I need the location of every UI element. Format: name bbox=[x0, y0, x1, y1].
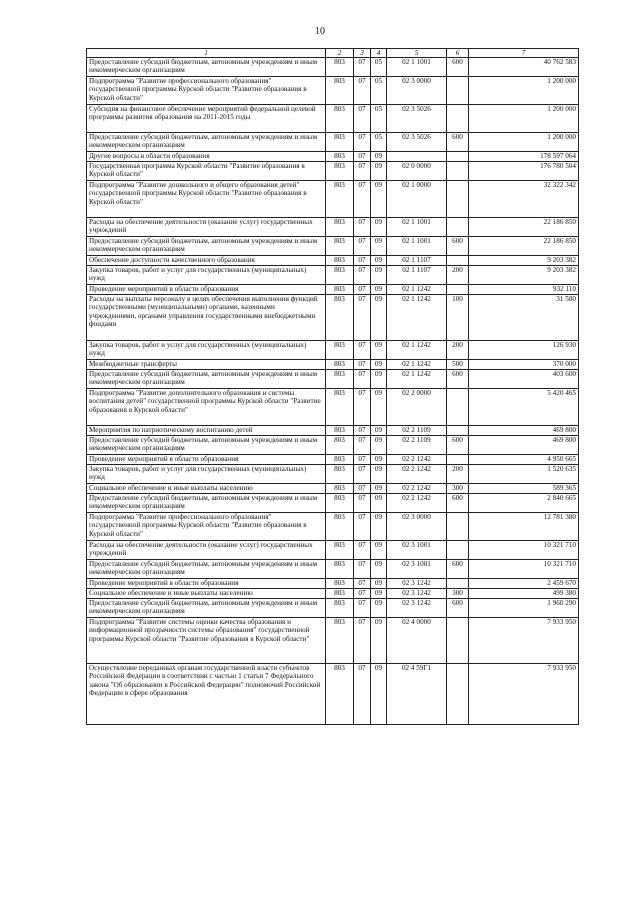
target-article-cell: 02 2 1109 bbox=[387, 426, 447, 436]
row-name-cell: Предоставление субсидий бюджетным, автономным учреждениям и иным некоммерческим организациям bbox=[87, 133, 326, 152]
table-row bbox=[87, 341, 579, 360]
amount-cell: 1 960 290 bbox=[469, 599, 579, 618]
subsection-code-cell: 09 bbox=[371, 618, 387, 664]
row-name-cell: Предоставление субсидий бюджетным, автономным учреждениям и иным некоммерческим организациям bbox=[87, 436, 326, 455]
amount-cell: 469 800 bbox=[469, 426, 579, 436]
admin-code-cell: 803 bbox=[326, 237, 354, 256]
column-header: 5 bbox=[387, 49, 447, 58]
row-name-cell: Социальное обеспечение и иные выплаты населению bbox=[87, 484, 326, 494]
target-article-cell: 02 1 1107 bbox=[387, 266, 447, 285]
subsection-code-cell: 09 bbox=[371, 541, 387, 560]
subsection-code-cell: 09 bbox=[371, 599, 387, 618]
expense-type-cell bbox=[447, 513, 469, 541]
table-row bbox=[87, 133, 579, 152]
subsection-code-cell: 09 bbox=[371, 266, 387, 285]
subsection-code-cell: 09 bbox=[371, 341, 387, 360]
expense-type-cell: 600 bbox=[447, 560, 469, 579]
section-code-cell: 07 bbox=[354, 285, 371, 295]
admin-code-cell: 803 bbox=[326, 579, 354, 589]
amount-cell: 1 200 000 bbox=[469, 77, 579, 105]
row-name-cell: Подпрограмма "Развитие профессионального образования" государственной программы Курской области "Развитие образования в Курской области" bbox=[87, 77, 326, 105]
target-article-cell: 02 1 1107 bbox=[387, 256, 447, 266]
target-article-cell: 02 1 1242 bbox=[387, 360, 447, 370]
subsection-code-cell: 09 bbox=[371, 370, 387, 389]
amount-cell: 932 110 bbox=[469, 285, 579, 295]
expense-type-cell bbox=[447, 256, 469, 266]
admin-code-cell: 803 bbox=[326, 484, 354, 494]
subsection-code-cell: 05 bbox=[371, 77, 387, 105]
admin-code-cell: 803 bbox=[326, 589, 354, 599]
subsection-code-cell: 09 bbox=[371, 181, 387, 218]
section-code-cell: 07 bbox=[354, 541, 371, 560]
column-header: 7 bbox=[469, 49, 579, 58]
amount-cell: 22 186 850 bbox=[469, 218, 579, 237]
page-number: 10 bbox=[315, 26, 325, 37]
expense-type-cell: 600 bbox=[447, 133, 469, 152]
amount-cell: 9 203 382 bbox=[469, 266, 579, 285]
expense-type-cell bbox=[447, 162, 469, 181]
table-row bbox=[87, 360, 579, 370]
expense-type-cell: 300 bbox=[447, 589, 469, 599]
subsection-code-cell: 09 bbox=[371, 389, 387, 426]
subsection-code-cell: 09 bbox=[371, 465, 387, 484]
section-code-cell: 07 bbox=[354, 58, 371, 77]
target-article-cell: 02 3 1001 bbox=[387, 541, 447, 560]
target-article-cell: 02 0 0000 bbox=[387, 162, 447, 181]
row-name-cell: Предоставление субсидий бюджетным, автономным учреждениям и иным некоммерческим организациям bbox=[87, 599, 326, 618]
table-row bbox=[87, 77, 579, 105]
amount-cell: 32 322 342 bbox=[469, 181, 579, 218]
subsection-code-cell: 09 bbox=[371, 455, 387, 465]
expense-type-cell: 600 bbox=[447, 494, 469, 513]
table-row bbox=[87, 599, 579, 618]
amount-cell: 5 420 465 bbox=[469, 389, 579, 426]
amount-cell: 469 800 bbox=[469, 436, 579, 455]
amount-cell: 31 580 bbox=[469, 295, 579, 341]
row-name-cell: Государственная программа Курской области "Развитие образования в Курской области" bbox=[87, 162, 326, 181]
amount-cell: 589 365 bbox=[469, 484, 579, 494]
target-article-cell: 02 1 1001 bbox=[387, 58, 447, 77]
subsection-code-cell: 09 bbox=[371, 256, 387, 266]
expense-type-cell bbox=[447, 218, 469, 237]
target-article-cell: 02 1 1242 bbox=[387, 370, 447, 389]
subsection-code-cell: 09 bbox=[371, 360, 387, 370]
target-article-cell: 02 4 59Г1 bbox=[387, 664, 447, 725]
target-article-cell: 02 3 1001 bbox=[387, 560, 447, 579]
amount-cell: 4 950 665 bbox=[469, 455, 579, 465]
table-row bbox=[87, 295, 579, 341]
table-row bbox=[87, 237, 579, 256]
subsection-code-cell: 09 bbox=[371, 589, 387, 599]
admin-code-cell: 803 bbox=[326, 295, 354, 341]
expense-type-cell bbox=[447, 105, 469, 133]
admin-code-cell: 803 bbox=[326, 341, 354, 360]
section-code-cell: 07 bbox=[354, 436, 371, 455]
row-name-cell: Проведение мероприятий в области образования bbox=[87, 285, 326, 295]
table-row bbox=[87, 618, 579, 664]
section-code-cell: 07 bbox=[354, 295, 371, 341]
section-code-cell: 07 bbox=[354, 513, 371, 541]
section-code-cell: 07 bbox=[354, 560, 371, 579]
row-name-cell: Подпрограмма "Развитие дополнительного образования и системы воспитания детей" государственной программы Курской области "Развитие образования в Курской области" bbox=[87, 389, 326, 426]
section-code-cell: 07 bbox=[354, 618, 371, 664]
row-name-cell: Другие вопросы в области образования bbox=[87, 152, 326, 162]
target-article-cell: 02 1 1001 bbox=[387, 218, 447, 237]
table-row bbox=[87, 589, 579, 599]
admin-code-cell: 803 bbox=[326, 370, 354, 389]
target-article-cell: 02 2 1242 bbox=[387, 465, 447, 484]
table-row bbox=[87, 285, 579, 295]
row-name-cell: Закупка товаров, работ и услуг для государственных (муниципальных) нужд bbox=[87, 266, 326, 285]
column-header: 6 bbox=[447, 49, 469, 58]
amount-cell: 22 186 850 bbox=[469, 237, 579, 256]
column-header: 3 bbox=[354, 49, 371, 58]
row-name-cell: Субсидия на финансовое обеспечение мероприятий федеральной целевой программы развития образования на 2011-2015 годы bbox=[87, 105, 326, 133]
target-article-cell: 02 2 1242 bbox=[387, 455, 447, 465]
amount-cell: 370 000 bbox=[469, 360, 579, 370]
admin-code-cell: 803 bbox=[326, 560, 354, 579]
expense-type-cell: 600 bbox=[447, 436, 469, 455]
expense-type-cell: 500 bbox=[447, 360, 469, 370]
admin-code-cell: 803 bbox=[326, 436, 354, 455]
section-code-cell: 07 bbox=[354, 266, 371, 285]
subsection-code-cell: 09 bbox=[371, 560, 387, 579]
subsection-code-cell: 09 bbox=[371, 494, 387, 513]
section-code-cell: 07 bbox=[354, 599, 371, 618]
expense-type-cell bbox=[447, 77, 469, 105]
target-article-cell: 02 1 1242 bbox=[387, 341, 447, 360]
expense-type-cell bbox=[447, 389, 469, 426]
admin-code-cell: 803 bbox=[326, 455, 354, 465]
expense-type-cell: 600 bbox=[447, 58, 469, 77]
section-code-cell: 07 bbox=[354, 105, 371, 133]
expense-type-cell bbox=[447, 541, 469, 560]
admin-code-cell: 803 bbox=[326, 664, 354, 725]
row-name-cell: Осуществление переданных органам государственной власти субъектов Российской Федерации в соответствии с частью 1 статьи 7 Федерального закона "Об образовании в Российской Федерации" полномочий Российской Федерации в сфере образования bbox=[87, 664, 326, 725]
admin-code-cell: 803 bbox=[326, 266, 354, 285]
table-row bbox=[87, 152, 579, 162]
row-name-cell: Подпрограмма "Развитие системы оценки качества образования и информационной прозрачности системы образования" государственной программы Курской области "Развитие образования в Курской области" bbox=[87, 618, 326, 664]
subsection-code-cell: 05 bbox=[371, 133, 387, 152]
admin-code-cell: 803 bbox=[326, 162, 354, 181]
row-name-cell: Предоставление субсидий бюджетным, автономным учреждениям и иным некоммерческим организациям bbox=[87, 237, 326, 256]
row-name-cell: Закупка товаров, работ и услуг для государственных (муниципальных) нужд bbox=[87, 341, 326, 360]
amount-cell: 126 930 bbox=[469, 341, 579, 360]
row-name-cell: Подпрограмма "Развитие дошкольного и общего образования детей" государственной программы Курской области "Развитие образования в Курской области" bbox=[87, 181, 326, 218]
target-article-cell: 02 4 0000 bbox=[387, 618, 447, 664]
target-article-cell: 02 2 1242 bbox=[387, 494, 447, 513]
amount-cell: 1 200 000 bbox=[469, 133, 579, 152]
subsection-code-cell: 09 bbox=[371, 295, 387, 341]
admin-code-cell: 803 bbox=[326, 152, 354, 162]
admin-code-cell: 803 bbox=[326, 618, 354, 664]
amount-cell: 7 933 950 bbox=[469, 664, 579, 725]
row-name-cell: Расходы на обеспечение деятельности (оказание услуг) государственных учреждений bbox=[87, 541, 326, 560]
subsection-code-cell: 09 bbox=[371, 237, 387, 256]
row-name-cell: Расходы на выплаты персоналу в целях обеспечения выполнения функций государственными (муниципальными) органами, казенными учреждениями, органами управления государственными внебюджетными фондами bbox=[87, 295, 326, 341]
expense-type-cell: 600 bbox=[447, 237, 469, 256]
section-code-cell: 07 bbox=[354, 181, 371, 218]
admin-code-cell: 803 bbox=[326, 599, 354, 618]
section-code-cell: 07 bbox=[354, 426, 371, 436]
expense-type-cell: 200 bbox=[447, 341, 469, 360]
target-article-cell: 02 2 1109 bbox=[387, 436, 447, 455]
subsection-code-cell: 09 bbox=[371, 436, 387, 455]
admin-code-cell: 803 bbox=[326, 465, 354, 484]
subsection-code-cell: 09 bbox=[371, 152, 387, 162]
section-code-cell: 07 bbox=[354, 589, 371, 599]
expense-type-cell bbox=[447, 579, 469, 589]
row-name-cell: Подпрограмма "Развитие профессионального образования" государственной программы Курской области "Развитие образования в Курской области" bbox=[87, 513, 326, 541]
expense-type-cell bbox=[447, 618, 469, 664]
table-row bbox=[87, 181, 579, 218]
admin-code-cell: 803 bbox=[326, 389, 354, 426]
table-row bbox=[87, 513, 579, 541]
table-row bbox=[87, 484, 579, 494]
target-article-cell: 02 3 0000 bbox=[387, 513, 447, 541]
admin-code-cell: 803 bbox=[326, 256, 354, 266]
table-row bbox=[87, 664, 579, 725]
table-row bbox=[87, 494, 579, 513]
table-row bbox=[87, 579, 579, 589]
amount-cell: 12 781 380 bbox=[469, 513, 579, 541]
section-code-cell: 07 bbox=[354, 455, 371, 465]
admin-code-cell: 803 bbox=[326, 494, 354, 513]
admin-code-cell: 803 bbox=[326, 133, 354, 152]
row-name-cell: Предоставление субсидий бюджетным, автономным учреждениям и иным некоммерческим организациям bbox=[87, 58, 326, 77]
table-row bbox=[87, 266, 579, 285]
expense-type-cell bbox=[447, 285, 469, 295]
table-row bbox=[87, 426, 579, 436]
admin-code-cell: 803 bbox=[326, 58, 354, 77]
subsection-code-cell: 09 bbox=[371, 218, 387, 237]
expense-type-cell: 200 bbox=[447, 266, 469, 285]
admin-code-cell: 803 bbox=[326, 181, 354, 218]
table-row bbox=[87, 58, 579, 77]
target-article-cell: 02 3 1242 bbox=[387, 599, 447, 618]
column-header-row bbox=[87, 49, 579, 58]
section-code-cell: 07 bbox=[354, 218, 371, 237]
expense-type-cell bbox=[447, 152, 469, 162]
table-body bbox=[87, 58, 579, 725]
admin-code-cell: 803 bbox=[326, 541, 354, 560]
expense-type-cell: 600 bbox=[447, 599, 469, 618]
budget-table bbox=[86, 48, 579, 725]
amount-cell: 176 780 504 bbox=[469, 162, 579, 181]
amount-cell: 2 459 670 bbox=[469, 579, 579, 589]
column-header: 4 bbox=[371, 49, 387, 58]
row-name-cell: Мероприятия по патриотическому воспитанию детей bbox=[87, 426, 326, 436]
expense-type-cell bbox=[447, 664, 469, 725]
table-row bbox=[87, 436, 579, 455]
row-name-cell: Закупка товаров, работ и услуг для государственных (муниципальных) нужд bbox=[87, 465, 326, 484]
amount-cell: 178 597 064 bbox=[469, 152, 579, 162]
expense-type-cell: 200 bbox=[447, 465, 469, 484]
admin-code-cell: 803 bbox=[326, 77, 354, 105]
admin-code-cell: 803 bbox=[326, 513, 354, 541]
row-name-cell: Социальное обеспечение и иные выплаты населению bbox=[87, 589, 326, 599]
section-code-cell: 07 bbox=[354, 389, 371, 426]
target-article-cell: 02 1 0000 bbox=[387, 181, 447, 218]
amount-cell: 1 520 635 bbox=[469, 465, 579, 484]
section-code-cell: 07 bbox=[354, 484, 371, 494]
section-code-cell: 07 bbox=[354, 256, 371, 266]
section-code-cell: 07 bbox=[354, 579, 371, 589]
section-code-cell: 07 bbox=[354, 133, 371, 152]
amount-cell: 403 600 bbox=[469, 370, 579, 389]
table-row bbox=[87, 218, 579, 237]
admin-code-cell: 803 bbox=[326, 426, 354, 436]
expense-type-cell: 300 bbox=[447, 484, 469, 494]
target-article-cell: 02 1 1001 bbox=[387, 237, 447, 256]
amount-cell: 499 380 bbox=[469, 589, 579, 599]
target-article-cell: 02 3 5026 bbox=[387, 105, 447, 133]
amount-cell: 10 321 710 bbox=[469, 560, 579, 579]
amount-cell: 1 200 000 bbox=[469, 105, 579, 133]
subsection-code-cell: 09 bbox=[371, 664, 387, 725]
row-name-cell: Проведение мероприятий в области образования bbox=[87, 579, 326, 589]
row-name-cell: Предоставление субсидий бюджетным, автономным учреждениям и иным некоммерческим организациям bbox=[87, 370, 326, 389]
expense-type-cell bbox=[447, 426, 469, 436]
subsection-code-cell: 09 bbox=[371, 426, 387, 436]
subsection-code-cell: 09 bbox=[371, 162, 387, 181]
table-row bbox=[87, 370, 579, 389]
subsection-code-cell: 05 bbox=[371, 105, 387, 133]
column-header: 2 bbox=[326, 49, 354, 58]
row-name-cell: Предоставление субсидий бюджетным, автономным учреждениям и иным некоммерческим организациям bbox=[87, 494, 326, 513]
subsection-code-cell: 05 bbox=[371, 58, 387, 77]
target-article-cell: 02 2 1242 bbox=[387, 484, 447, 494]
amount-cell: 10 321 710 bbox=[469, 541, 579, 560]
subsection-code-cell: 09 bbox=[371, 285, 387, 295]
admin-code-cell: 803 bbox=[326, 285, 354, 295]
target-article-cell bbox=[387, 152, 447, 162]
section-code-cell: 07 bbox=[354, 237, 371, 256]
section-code-cell: 07 bbox=[354, 152, 371, 162]
target-article-cell: 02 3 5026 bbox=[387, 133, 447, 152]
target-article-cell: 02 3 1242 bbox=[387, 579, 447, 589]
table-row bbox=[87, 105, 579, 133]
row-name-cell: Обеспечение доступности качественного образования bbox=[87, 256, 326, 266]
subsection-code-cell: 09 bbox=[371, 513, 387, 541]
amount-cell: 9 203 382 bbox=[469, 256, 579, 266]
row-name-cell: Предоставление субсидий бюджетным, автономным учреждениям и иным некоммерческим организациям bbox=[87, 560, 326, 579]
admin-code-cell: 803 bbox=[326, 360, 354, 370]
section-code-cell: 07 bbox=[354, 664, 371, 725]
section-code-cell: 07 bbox=[354, 341, 371, 360]
table-row bbox=[87, 389, 579, 426]
subsection-code-cell: 09 bbox=[371, 484, 387, 494]
section-code-cell: 07 bbox=[354, 494, 371, 513]
section-code-cell: 07 bbox=[354, 162, 371, 181]
expense-type-cell: 600 bbox=[447, 370, 469, 389]
amount-cell: 40 762 583 bbox=[469, 58, 579, 77]
target-article-cell: 02 2 0000 bbox=[387, 389, 447, 426]
table-row bbox=[87, 162, 579, 181]
table-row bbox=[87, 560, 579, 579]
target-article-cell: 02 3 1242 bbox=[387, 589, 447, 599]
table-row bbox=[87, 465, 579, 484]
row-name-cell: Проведение мероприятий в области образования bbox=[87, 455, 326, 465]
amount-cell: 7 933 950 bbox=[469, 618, 579, 664]
column-header: 1 bbox=[87, 49, 326, 58]
row-name-cell: Межбюджетные трансферты bbox=[87, 360, 326, 370]
expense-type-cell bbox=[447, 181, 469, 218]
admin-code-cell: 803 bbox=[326, 105, 354, 133]
table-row bbox=[87, 455, 579, 465]
row-name-cell: Расходы на обеспечение деятельности (оказание услуг) государственных учреждений bbox=[87, 218, 326, 237]
table-row bbox=[87, 541, 579, 560]
table-row bbox=[87, 256, 579, 266]
amount-cell: 2 840 665 bbox=[469, 494, 579, 513]
section-code-cell: 07 bbox=[354, 465, 371, 484]
target-article-cell: 02 3 0000 bbox=[387, 77, 447, 105]
target-article-cell: 02 1 1242 bbox=[387, 295, 447, 341]
expense-type-cell: 100 bbox=[447, 295, 469, 341]
section-code-cell: 07 bbox=[354, 370, 371, 389]
expense-type-cell bbox=[447, 455, 469, 465]
section-code-cell: 07 bbox=[354, 360, 371, 370]
target-article-cell: 02 1 1242 bbox=[387, 285, 447, 295]
admin-code-cell: 803 bbox=[326, 218, 354, 237]
subsection-code-cell: 09 bbox=[371, 579, 387, 589]
section-code-cell: 07 bbox=[354, 77, 371, 105]
